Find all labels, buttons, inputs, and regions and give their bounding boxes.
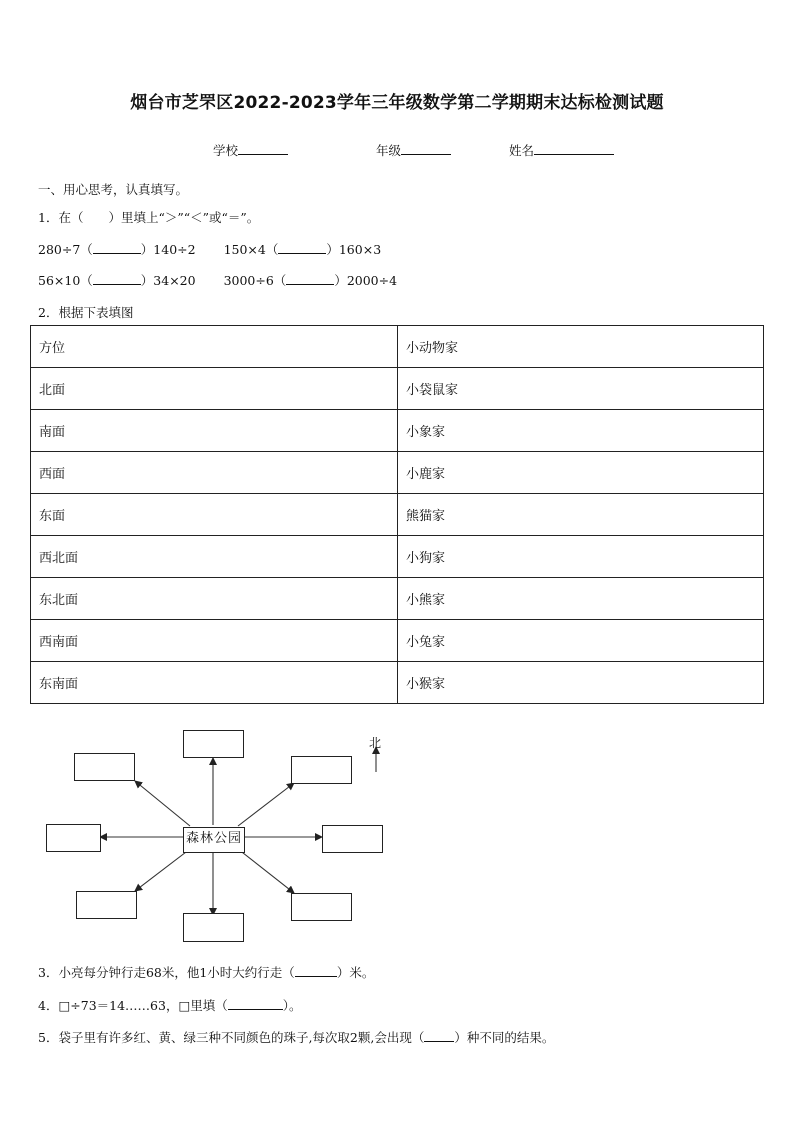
table-cell: 小猴家 — [398, 662, 764, 704]
grade-label: 年级 — [376, 143, 402, 158]
name-label: 姓名 — [509, 143, 535, 158]
q1-2b-right: ）2000÷4 — [334, 273, 398, 288]
arrow-southeast — [238, 849, 294, 893]
school-field — [213, 141, 288, 159]
q4-text-after: ）。 — [282, 998, 302, 1013]
box-west[interactable] — [46, 824, 101, 852]
forest-park-label: 森林公园 — [183, 827, 245, 853]
grade-blank[interactable] — [401, 142, 451, 155]
arrow-southwest — [135, 849, 190, 891]
box-northeast[interactable] — [291, 756, 352, 784]
table-row — [31, 578, 764, 620]
table-cell: 小兔家 — [398, 620, 764, 662]
q1-2a-blank[interactable] — [93, 272, 141, 285]
q1-1a-right: ）140÷2 — [140, 242, 196, 257]
q1-1a-blank[interactable] — [93, 241, 141, 254]
school-blank[interactable] — [238, 142, 288, 155]
table-row — [31, 494, 764, 536]
q3-text-before: 3．小亮每分钟行走68米，他1小时大约行走（ — [38, 965, 295, 980]
q1-prompt: 1．在（ ）里填上“＞”“＜”或“＝”。 — [38, 210, 260, 225]
table-cell: 方位 — [31, 326, 398, 368]
table-cell: 小狗家 — [398, 536, 764, 578]
box-south[interactable] — [183, 913, 244, 942]
direction-diagram — [40, 725, 400, 950]
table-cell: 熊猫家 — [398, 494, 764, 536]
table-cell: 东南面 — [31, 662, 398, 704]
q1-2a-right: ）34×20 — [140, 273, 196, 288]
q5 — [38, 1028, 554, 1046]
q1-1a-left: 280÷7（ — [38, 242, 93, 257]
q5-text-before: 5．袋子里有许多红、黄、绿三种不同颜色的珠子,每次取2颗,会出现（ — [38, 1030, 425, 1045]
table-cell: 西面 — [31, 452, 398, 494]
table-cell: 西南面 — [31, 620, 398, 662]
table-cell: 北面 — [31, 368, 398, 410]
school-label: 学校 — [213, 143, 239, 158]
table-cell: 小动物家 — [398, 326, 764, 368]
table-row — [31, 368, 764, 410]
name-field — [509, 141, 614, 159]
north-label: 北 — [369, 736, 382, 750]
q3-blank[interactable] — [295, 964, 337, 977]
box-north[interactable] — [183, 730, 244, 758]
box-southwest[interactable] — [76, 891, 137, 919]
table-cell: 小袋鼠家 — [398, 368, 764, 410]
q1-2b-blank[interactable] — [286, 272, 334, 285]
q1-1b-blank[interactable] — [278, 241, 326, 254]
q1-2b-left: 3000÷6（ — [223, 273, 287, 288]
q2-prompt: 2．根据下表填图 — [38, 305, 134, 320]
name-blank[interactable] — [534, 142, 614, 155]
box-east[interactable] — [322, 825, 383, 853]
q1-2a-left: 56×10（ — [38, 273, 93, 288]
page-title: 烟台市芝罘区2022-2023学年三年级数学第二学期期末达标检测试题 — [130, 93, 664, 113]
q4 — [38, 996, 302, 1014]
arrow-northeast — [238, 783, 294, 826]
table-row — [31, 326, 764, 368]
q1-row1 — [38, 240, 381, 258]
q5-text-after: ）种不同的结果。 — [454, 1030, 555, 1045]
table-cell: 东面 — [31, 494, 398, 536]
table-row — [31, 536, 764, 578]
table-row — [31, 662, 764, 704]
table-cell: 南面 — [31, 410, 398, 452]
direction-table — [30, 325, 764, 704]
q1-row2 — [38, 271, 397, 289]
q3-text-after: ）米。 — [336, 965, 375, 980]
q1-1b-right: ）160×3 — [326, 242, 382, 257]
table-cell: 小鹿家 — [398, 452, 764, 494]
section1-heading: 一、用心思考，认真填写。 — [38, 182, 189, 197]
grade-field — [376, 141, 451, 159]
box-northwest[interactable] — [74, 753, 135, 781]
table-row — [31, 410, 764, 452]
table-cell: 小象家 — [398, 410, 764, 452]
q4-blank[interactable] — [228, 997, 283, 1010]
arrow-northwest — [135, 781, 190, 826]
table-cell: 东北面 — [31, 578, 398, 620]
table-row — [31, 452, 764, 494]
box-southeast[interactable] — [291, 893, 352, 921]
q4-text-before: 4．□÷73＝14……63，□里填（ — [38, 998, 228, 1013]
table-cell: 小熊家 — [398, 578, 764, 620]
q3 — [38, 963, 374, 981]
table-cell: 西北面 — [31, 536, 398, 578]
q1-1b-left: 150×4（ — [223, 242, 279, 257]
q5-blank[interactable] — [424, 1029, 454, 1042]
table-row — [31, 620, 764, 662]
